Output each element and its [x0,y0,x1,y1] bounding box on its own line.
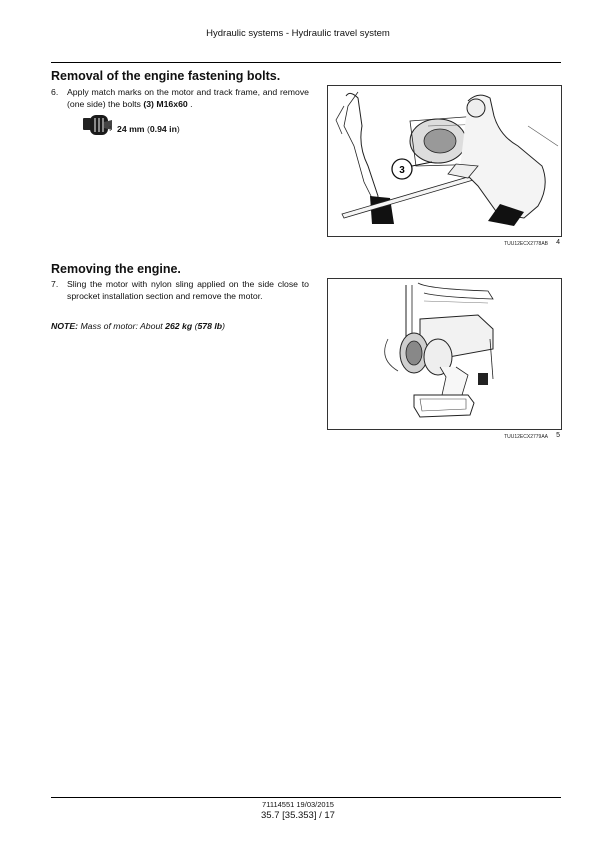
header-rule [51,62,561,63]
figure-5-motor-sling [327,278,562,430]
figure-4-caption [460,239,560,249]
figure-5-caption [460,432,560,442]
motor-mass-lb: 578 lb [197,321,223,331]
step-7 [51,279,309,302]
tool-size: 24 mm (0.94 in) [117,124,180,134]
footer-page-number: 35.7 [35.353] / 17 [261,810,335,821]
note-label: NOTE: [51,321,79,331]
figure-4-motor-bolts [327,85,562,237]
step-text: Apply match marks on the motor and track frame, and remove (one side) the bolts (3) M16x60 . [67,87,309,109]
callout-3: 3 [399,165,405,176]
motor-mass-kg: 262 kg [165,321,193,331]
page-header-title: Hydraulic systems - Hydraulic travel system [206,28,390,39]
tool-spec [82,114,242,136]
figure-number: 5 [556,432,560,439]
motor-bolt-illustration [328,86,561,236]
tool-colon: : [109,123,112,133]
figure-number: 4 [556,239,560,246]
step-text: Sling the motor with nylon sling applied on the side close to sprocket installation section and remove the motor. [67,279,309,301]
step-6 [51,87,309,110]
footer-rule [51,797,561,798]
step-number: 6. [51,87,59,97]
footer-doc-info: 71114551 19/03/2015 [262,800,334,809]
note-motor-mass: NOTE: Mass of motor: About 262 kg (578 lb) [51,321,226,331]
figure-code: TUU12ECX2778AB [504,241,548,247]
section-title-bolt-removal: Removal of the engine fastening bolts. [51,69,281,83]
bolt-spec: (3) M16x60 [143,98,188,109]
step-number: 7. [51,279,59,289]
section-title-engine-removal: Removing the engine. [51,262,181,276]
figure-code: TUU12ECX2779AA [504,434,548,440]
motor-sling-illustration [328,279,561,429]
